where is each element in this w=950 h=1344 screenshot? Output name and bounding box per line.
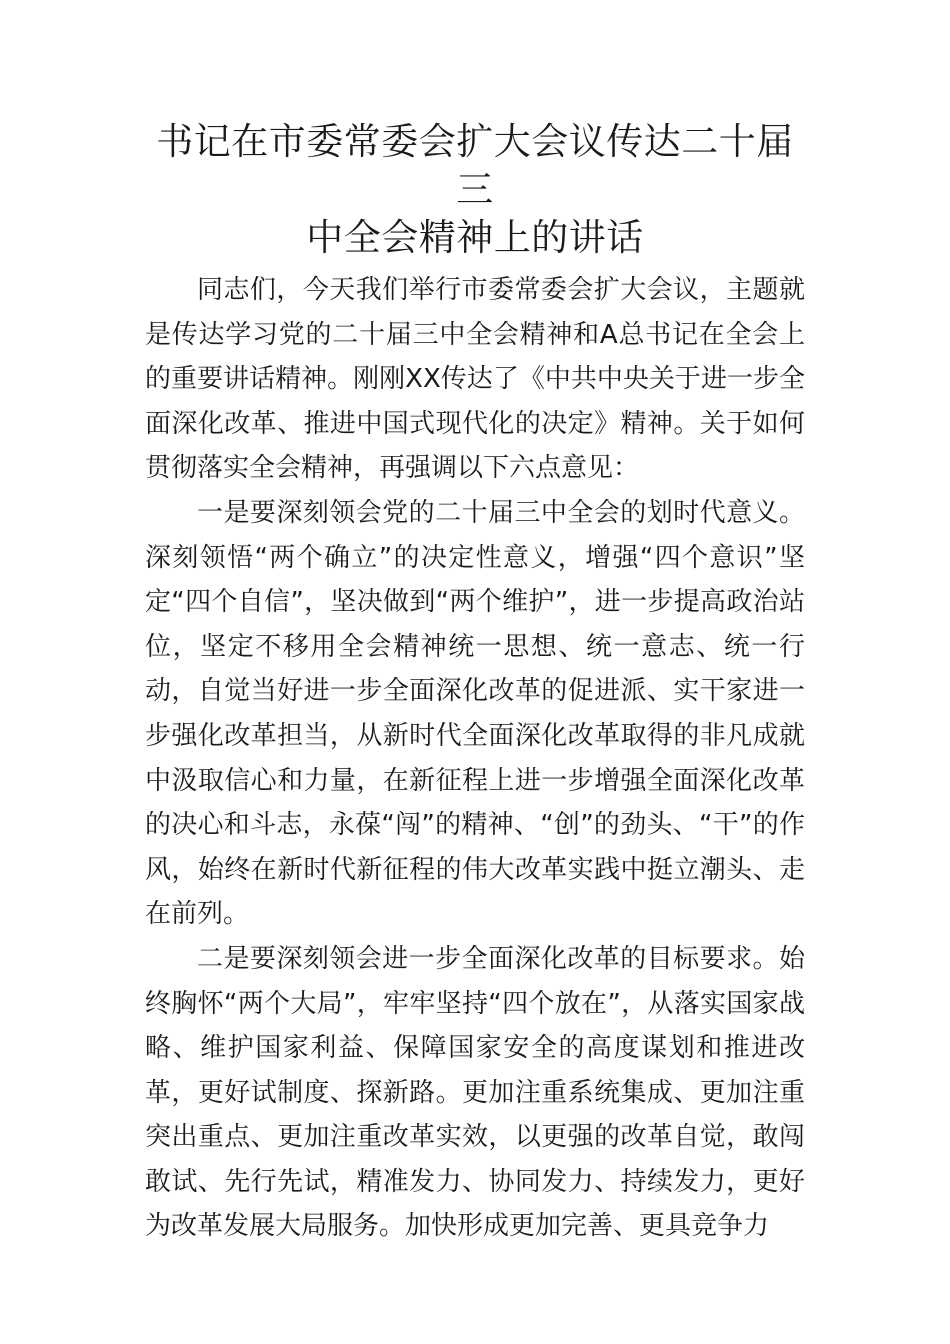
document-page [145, 118, 805, 1249]
paragraph-point-2: 二是要深刻领会进一步全面深化改革的目标要求。始终胸怀“两个大局”，牢牢坚持“四个放在”，从落实国家战略、维护国家利益、保障国家安全的高度谋划和推进改革，更好试制度、探新路。更加注重系统集成、更加注重突出重点、更加注重改革实效，以更强的改革自觉，敢闯敢试、先行先试，精准发力、协同发力、持续发力，更好为改革发展大局服务。加快形成更加完善、更具竞争力 [145, 943, 805, 1242]
document-title [145, 118, 805, 262]
document-body [145, 268, 805, 1249]
paragraph-point-1: 一是要深刻领会党的二十届三中全会的划时代意义。深刻领悟“两个确立”的决定性意义，增强“四个意识”坚定“四个自信”，坚决做到“两个维护”，进一步提高政治站位，坚定不移用全会精神统一思想、统一意志、统一行动，自觉当好进一步全面深化改革的促进派、实干家进一步强化改革担当，从新时代全面深化改革取得的非凡成就中汲取信心和力量，在新征程上进一步增强全面深化改革的决心和斗志，永葆“闯”的精神、“创”的劲头、“干”的作风，始终在新时代新征程的伟大改革实践中挺立潮头、走在前列。 [145, 497, 805, 930]
paragraph-opening: 同志们，今天我们举行市委常委会扩大会议，主题就是传达学习党的二十届三中全会精神和A总书记在全会上的重要讲话精神。刚刚XX传达了《中共中央关于进一步全面深化改革、推进中国式现代化的决定》精神。关于如何贯彻落实全会精神，再强调以下六点意见： [145, 275, 805, 484]
title-line-1: 书记在市委常委会扩大会议传达二十届三 [156, 120, 794, 211]
title-line-2: 中全会精神上的讲话 [306, 216, 644, 259]
